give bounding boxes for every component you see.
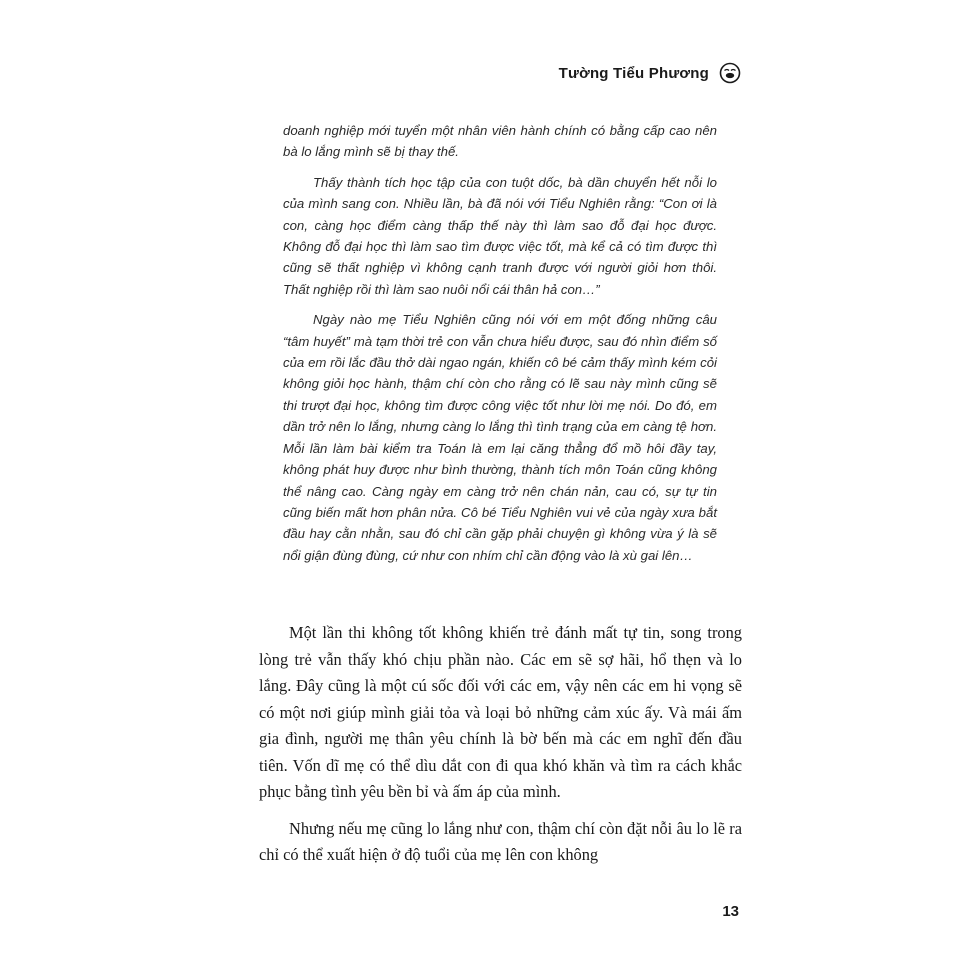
body-paragraph-2: Nhưng nếu mẹ cũng lo lắng như con, thậm chí còn đặt nỗi âu lo lẽ ra chỉ có thể xuất hiện ở độ tuổi của mẹ lên con không <box>259 818 742 864</box>
excerpt-paragraph-3: Ngày nào mẹ Tiểu Nghiên cũng nói với em một đống những câu “tâm huyết” mà tạm thời trẻ con vẫn chưa hiểu được, sau đó nhìn điểm số của em rồi lắc đầu thở dài ngao ngán, khiến cô bé cảm thấy mình kém cỏi không giỏi học hành, thậm chí còn cho rằng có lẽ sau này mình cũng sẽ thi trượt đại học, không tìm được công việc tốt như lời mẹ nói. Do đó, em dần trở nên lo lắng, nhưng càng lo lắng thì tình trạng của em càng tệ hơn. Mỗi lần làm bài kiểm tra Toán là em lại căng thẳng đổ mồ hôi đầy tay, không phát huy được như bình thường, thành tích môn Toán cũng không thể nâng cao. Càng ngày em càng trở nên chán nản, cau có, sự tự tin cũng biến mất hơn phân nửa. Cô bé Tiểu Nghiên vui vẻ của ngày xưa bắt đầu hay cằn nhằn, sau đó chỉ cần gặp phải chuyện gì không vừa ý là sẽ nổi giận đùng đùng, cứ như con nhím chỉ cần động vào là xù gai lên… <box>283 312 717 563</box>
main-body-text <box>259 620 742 879</box>
face-icon <box>719 62 741 84</box>
body-paragraph-1: Một lần thi không tốt không khiến trẻ đánh mất tự tin, song trong lòng trẻ vẫn thấy khó chịu phần nào. Các em sẽ sợ hãi, hổ thẹn và lo lắng. Đây cũng là một cú sốc đối với các em, vậy nên các em hi vọng sẽ có một nơi giúp mình giải tỏa và loại bỏ những cảm xúc ấy. Và mái ấm gia đình, người mẹ thân yêu chính là bờ bến mà các em nghĩ đến đầu tiên. Vốn dĩ mẹ có thể dìu dắt con đi qua khó khăn và tìm ra cách khắc phục bằng tình yêu bền bỉ và ấm áp của mình. <box>259 623 742 801</box>
author-name: Tường Tiểu Phương <box>558 64 709 82</box>
running-header <box>559 62 741 84</box>
excerpt-paragraph-2: Thấy thành tích học tập của con tuột dốc, bà dần chuyển hết nỗi lo của mình sang con. Nhiều lần, bà đã nói với Tiểu Nghiên rằng: “Con ơi là con, càng học điểm càng thấp thế này thì làm sao đỗ đại học được. Không đỗ đại học thì làm sao tìm được việc tốt, mà kể cả có tìm được thì cũng sẽ thất nghiệp vì không cạnh tranh được với người giỏi hơn thôi. Thất nghiệp rồi thì làm sao nuôi nổi cái thân hả con…” <box>283 174 717 297</box>
excerpt-paragraph-1: doanh nghiệp mới tuyển một nhân viên hành chính có bằng cấp cao nên bà lo lắng mình sẽ bị thay thế. <box>283 123 717 160</box>
story-excerpt <box>283 120 717 575</box>
page-number: 13 <box>722 903 739 920</box>
